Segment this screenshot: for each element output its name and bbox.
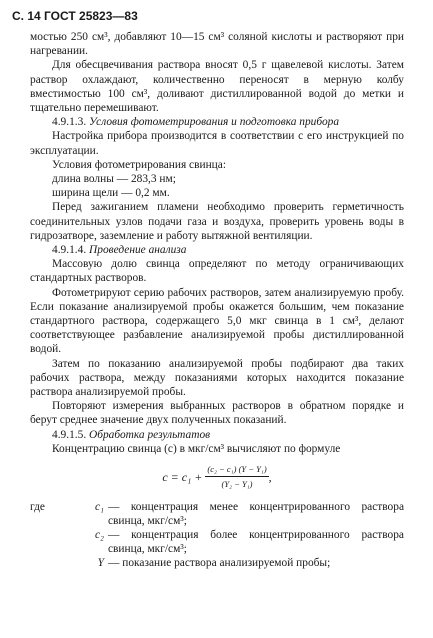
section-number: 4.9.1.3. bbox=[52, 116, 87, 129]
paragraph-2: Для обесцвечивания раствора вносят 0,5 г щавелевой кислоты. Затем раствор охлаждают, количественно переносят в мерную колбу вместимостью 100 см³, доливают дистиллированной водой до метки и тщательно перемешивают. bbox=[30, 59, 404, 115]
paragraph-3: Настройка прибора производится в соответствии с его инструкцией по эксплуатации. bbox=[30, 130, 404, 157]
formula bbox=[30, 462, 404, 491]
section-title: Проведение анализа bbox=[89, 244, 187, 257]
formula-numerator: (c₂ − c₁) (Y − Y₁) bbox=[205, 462, 268, 477]
paragraph-6: Фотометрируют серию рабочих растворов, затем анализируемую пробу. Если показание анализируемой пробы окажется большим, чем показание стандартного раствора, содержащего 5,0 мкг свинца в 1 см³, делают соответствующее разбавление анализируемой пробы дистиллированной водой. bbox=[30, 286, 404, 356]
formula-fraction bbox=[205, 462, 268, 491]
definition-text: — концентрация более концентрированного раствора свинца, мкг/см³; bbox=[108, 528, 404, 556]
conditions-title: Условия фотометрирования свинца: bbox=[52, 158, 226, 171]
section-4-9-1-4 bbox=[30, 243, 404, 257]
definition-symbol: c₂ bbox=[94, 528, 104, 541]
paragraph-8: Повторяют измерения выбранных растворов в обратном порядке и берут среднее значение двух полученных показаний. bbox=[30, 400, 404, 427]
condition-slit-width: ширина щели — 0,2 мм. bbox=[52, 187, 170, 200]
paragraph-4: Перед зажиганием пламени необходимо проверить герметичность соединительных узлов подачи газа и воздуха, проверить уровень воды в гидрозатворе, заземление и работу вытяжной вентиляции. bbox=[30, 201, 404, 242]
definitions-lead: где bbox=[30, 500, 45, 513]
definitions-lead bbox=[30, 556, 72, 570]
section-title: Обработка результатов bbox=[89, 428, 211, 441]
paragraph-9: Концентрацию свинца (c) в мкг/см³ вычисляют по формуле bbox=[52, 442, 341, 455]
definition-symbol: c₁ bbox=[94, 500, 104, 513]
section-title: Условия фотометрирования и подготовка прибора bbox=[89, 116, 340, 129]
definition-text: — показание раствора анализируемой пробы; bbox=[108, 557, 331, 570]
definitions-list bbox=[30, 500, 404, 571]
paragraph-7: Затем по показанию анализируемой пробы подбирают два таких рабочих раствора, между показаниями которых находится показание раствора анализируемой пробы. bbox=[30, 357, 404, 399]
formula-tail: , bbox=[268, 469, 272, 484]
formula-denominator: (Y₂ − Y₁) bbox=[221, 479, 253, 490]
paragraph-5: Массовую долю свинца определяют по методу ограничивающих стандартных растворов. bbox=[30, 258, 404, 285]
section-4-9-1-3 bbox=[30, 115, 404, 129]
section-number: 4.9.1.4. bbox=[52, 244, 87, 257]
page-header: С. 14 ГОСТ 25823—83 bbox=[12, 9, 138, 23]
definition-text: — концентрация менее концентрированного раствора свинца, мкг/см³; bbox=[108, 500, 404, 527]
definitions-lead bbox=[30, 528, 72, 556]
condition-wavelength: длина волны — 283,3 нм; bbox=[52, 173, 176, 186]
definition-symbol: Y bbox=[97, 557, 104, 570]
paragraph-1: мостью 250 см³, добавляют 10—15 см³ соляной кислоты и растворяют при нагревании. bbox=[30, 31, 404, 58]
document-body bbox=[30, 30, 404, 571]
section-4-9-1-5 bbox=[30, 428, 404, 442]
section-number: 4.9.1.5. bbox=[52, 428, 87, 441]
formula-lhs: c = c₁ + bbox=[162, 469, 203, 484]
